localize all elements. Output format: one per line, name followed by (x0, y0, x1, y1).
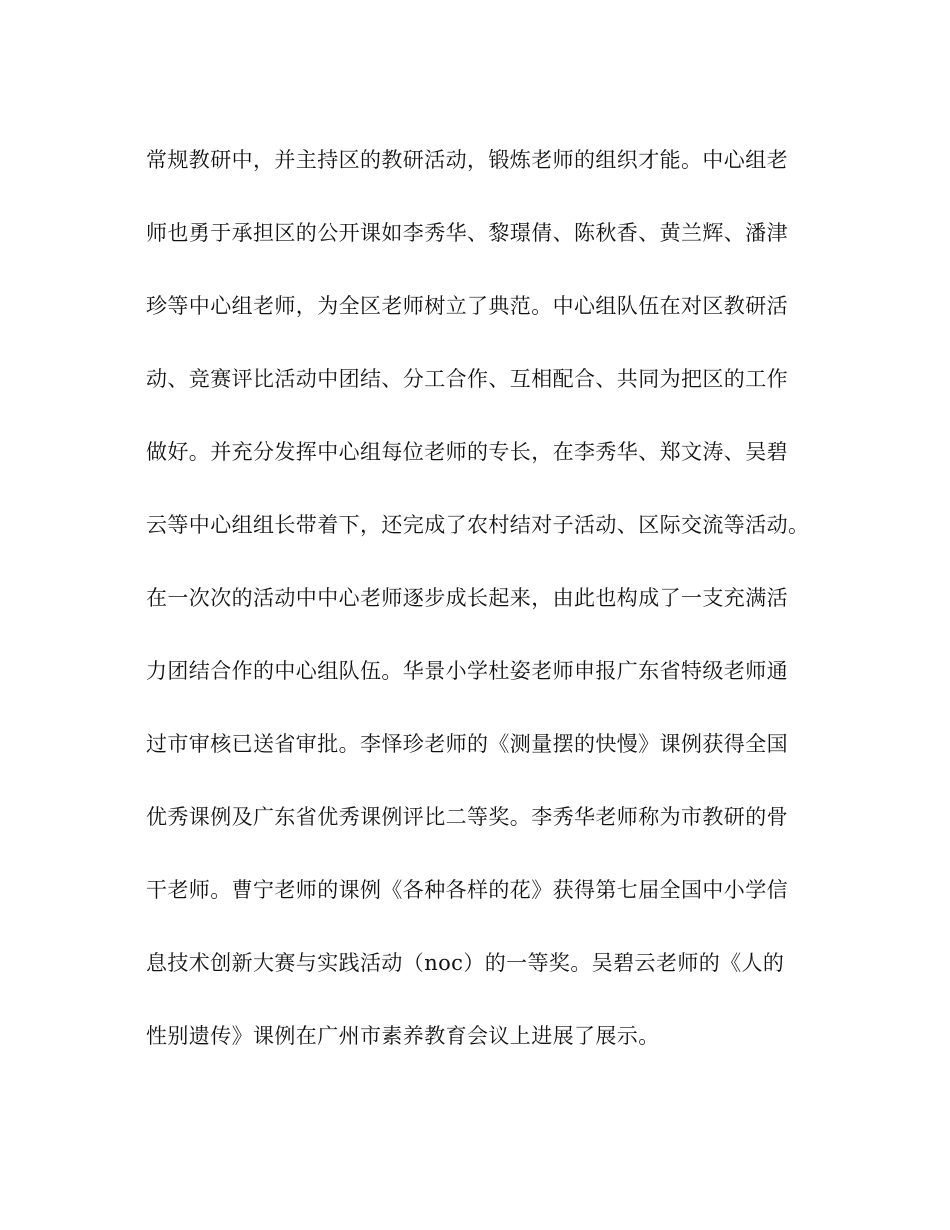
text-line: 力团结合作的中心组队伍。华景小学杜姿老师申报广东省特级老师通 (146, 659, 788, 683)
text-line: 珍等中心组老师，为全区老师树立了典范。中心组队伍在对区教研活 (146, 294, 788, 318)
text-line: 云等中心组组长带着下，还完成了农村结对子活动、区际交流等活动。 (146, 513, 810, 537)
text-line: 优秀课例及广东省优秀课例评比二等奖。李秀华老师称为市教研的骨 (146, 805, 788, 829)
text-line: 息技术创新大赛与实践活动（noc）的一等奖。吴碧云老师的《人的 (146, 951, 785, 975)
text-line: 动、竞赛评比活动中团结、分工合作、互相配合、共同为把区的工作 (146, 367, 788, 391)
text-line: 过市审核已送省审批。李怿珍老师的《测量摆的快慢》课例获得全国 (146, 732, 788, 756)
text-line: 在一次次的活动中中心老师逐步成长起来，由此也构成了一支充满活 (146, 586, 788, 610)
text-line: 做好。并充分发挥中心组每位老师的专长，在李秀华、郑文涛、吴碧 (146, 440, 788, 464)
text-line: 干老师。曹宁老师的课例《各种各样的花》获得第七届全国中小学信 (146, 878, 788, 902)
text-line: 常规教研中，并主持区的教研活动，锻炼老师的组织才能。中心组老 (146, 148, 788, 172)
body-paragraph (146, 140, 846, 1089)
text-line: 性别遗传》课例在广州市素养教育会议上进展了展示。 (146, 1024, 660, 1048)
text-line: 师也勇于承担区的公开课如李秀华、黎璟倩、陈秋香、黄兰辉、潘津 (146, 221, 788, 245)
